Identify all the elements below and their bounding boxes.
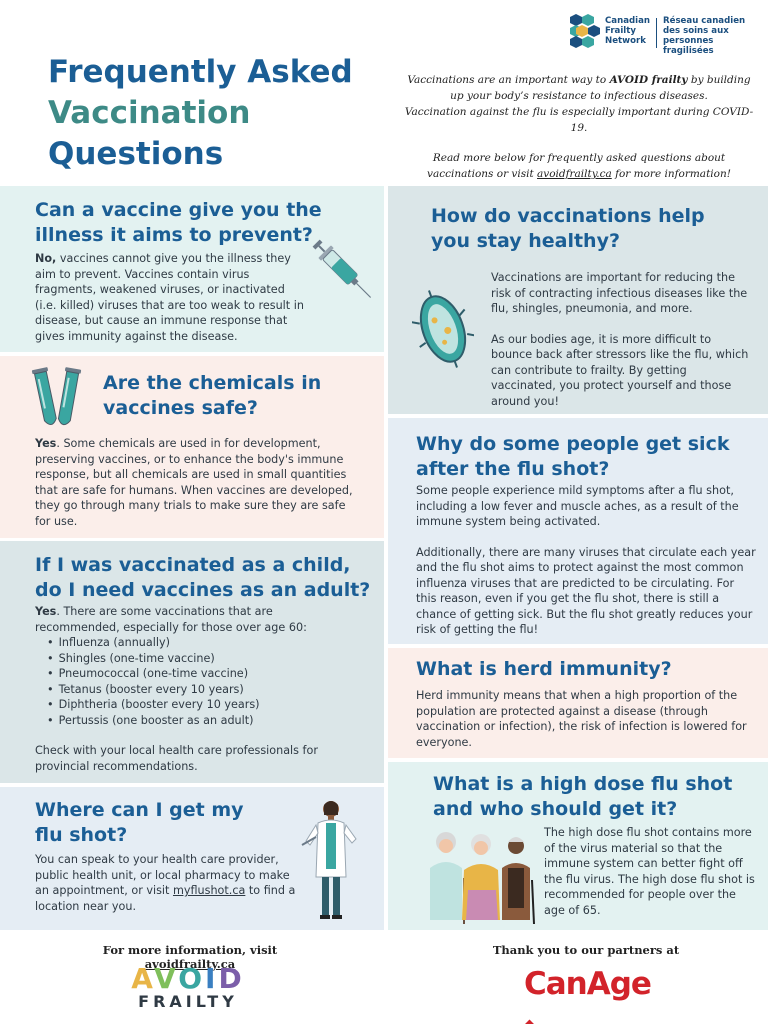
canadian-frailty-network-logo xyxy=(566,12,762,54)
faq-question: What is herd immunity? xyxy=(416,658,672,680)
myflushot-link[interactable]: myflushot.ca xyxy=(172,884,246,897)
canage-logo: CanAge xyxy=(524,966,654,1024)
footer-avoidfrailty-link[interactable]: avoidfrailty.ca xyxy=(144,957,236,971)
test-tubes-icon xyxy=(30,364,82,434)
faq-card-vaccine-illness xyxy=(0,186,384,352)
vaccine-list xyxy=(35,635,355,728)
bacteria-icon xyxy=(412,286,474,372)
frailty-word: FRAILTY xyxy=(138,992,238,1011)
faq-question: How do vaccinations help you stay healthy? xyxy=(431,205,705,252)
faq-answer: Herd immunity means that when a high proportion of the population are protected against a disease (through vaccination or infection), the risk of infection is lowered for everyone. xyxy=(416,689,747,749)
faq-card-sick-after-flu-shot xyxy=(388,418,768,644)
faq-question: If I was vaccinated as a child, do I need vaccines as an adult? xyxy=(35,554,371,601)
faq-answer: Yes. There are some vaccinations that are recommended, especially for those over age 60: • Influenza (annually) • Shingles (one-time vaccine) • Pneumococcal (one-time vaccine) • Tetanus (booster every 10 years) • Diphtheria (booster every 10 years) • Pertussis (one booster as an adult) Check with your local health care professionals for provincial recommendations. xyxy=(35,604,355,774)
avoid-word: AVOID xyxy=(131,962,245,995)
list-item: • Influenza (annually) xyxy=(47,635,355,651)
faq-card-high-dose xyxy=(388,762,768,930)
list-item: • Pneumococcal (one-time vaccine) xyxy=(47,666,355,682)
syringe-icon xyxy=(308,234,378,306)
faq-answer: You can speak to your health care provider, public health unit, or local pharmacy to make an appointment, or visit myflushot.ca to find a location near you. xyxy=(35,853,296,913)
footer-more-info: For more information, visit avoidfrailty.ca xyxy=(102,943,278,971)
list-item: • Diphtheria (booster every 10 years) xyxy=(47,697,355,713)
faq-question: Where can I get my flu shot? xyxy=(35,799,244,846)
faq-question: Can a vaccine give you the illness it aims to prevent? xyxy=(35,199,322,246)
faq-card-where-flu-shot xyxy=(0,787,384,930)
title-line-2: Vaccination xyxy=(48,95,251,131)
cfn-divider xyxy=(656,18,657,48)
faq-answer: Vaccinations are important for reducing the risk of contracting infectious diseases like the flu, shingles, pneumonia, and more. As our bodies age, it is more difficult to bounce back after stressors like the flu, which can contribute to frailty. By getting vaccinated, you protect yourself and those around you! xyxy=(491,271,749,408)
faq-answer: No, vaccines cannot give you the illness they aim to prevent. Vaccines contain virus fragments, weakened viruses, or inactivated (i.e. killed) viruses that are too weak to result in disease, but cause an immune response that gives immunity against the disease. xyxy=(35,252,304,343)
avoidfrailty-link[interactable]: avoidfrailty.ca xyxy=(537,168,612,180)
faq-answer: The high dose flu shot contains more of the virus material so that the immune system can better fight off the flu virus. The high dose flu shot is recommended for people over the age of 65. xyxy=(544,826,755,917)
list-item: • Shingles (one-time vaccine) xyxy=(47,651,355,667)
page-title xyxy=(48,52,378,175)
faq-answer: Yes. Some chemicals are used in for development, preserving vaccines, or to enhance the body's immune response, but all chemicals are used in small quantities that are safe for humans. When vaccines are developed, they go through many trials to make sure they are safe for use. xyxy=(35,437,353,528)
faq-card-herd-immunity xyxy=(388,648,768,758)
faq-card-chemicals-safe xyxy=(0,356,384,538)
faq-card-stay-healthy xyxy=(388,186,768,414)
faq-question: Are the chemicals in vaccines safe? xyxy=(103,372,322,419)
cfn-hexagon-icon xyxy=(566,12,600,52)
faq-answer: Some people experience mild symptoms after a flu shot, including a low fever and muscle aches, as a result of the immune system being activated. Additionally, there are many viruses that circulate each year and the flu shot aims to protect against the most common influenza viruses that are predicted to be circulating. For this reason, even if you get the flu shot, there is still a chance of getting sick. But the flu shot greatly reduces your risk of getting the flu! xyxy=(416,484,756,636)
intro-paragraph-1: Vaccinations are an important way to AVOID frailty by building up your body’s resistance to infectious diseases. Vaccination against the flu is especially important during COVID-19. xyxy=(404,74,754,134)
canage-dot-icon xyxy=(525,1020,535,1024)
seniors-icon xyxy=(426,828,536,926)
list-item: • Tetanus (booster every 10 years) xyxy=(47,682,355,698)
intro-text xyxy=(404,72,754,182)
title-line-1: Frequently Asked xyxy=(48,54,353,90)
avoid-frailty-logo xyxy=(108,964,268,1010)
faq-card-adult-vaccines xyxy=(0,541,384,783)
footer-partners: Thank you to our partners at xyxy=(492,943,680,957)
faq-question: Why do some people get sick after the flu shot? xyxy=(416,433,730,480)
intro-paragraph-2: Read more below for frequently asked questions about vaccinations or visit avoidfrailty.ca for more information! xyxy=(427,152,731,180)
list-item: • Pertussis (one booster as an adult) xyxy=(47,713,355,729)
title-line-3: Questions xyxy=(48,136,224,172)
faq-question: What is a high dose flu shot and who should get it? xyxy=(433,773,733,820)
cfn-name-en: Canadian Frailty Network xyxy=(605,16,651,46)
cfn-name-fr: Réseau canadien des soins aux personnes fragilisées xyxy=(663,16,746,56)
doctor-icon xyxy=(300,795,362,925)
